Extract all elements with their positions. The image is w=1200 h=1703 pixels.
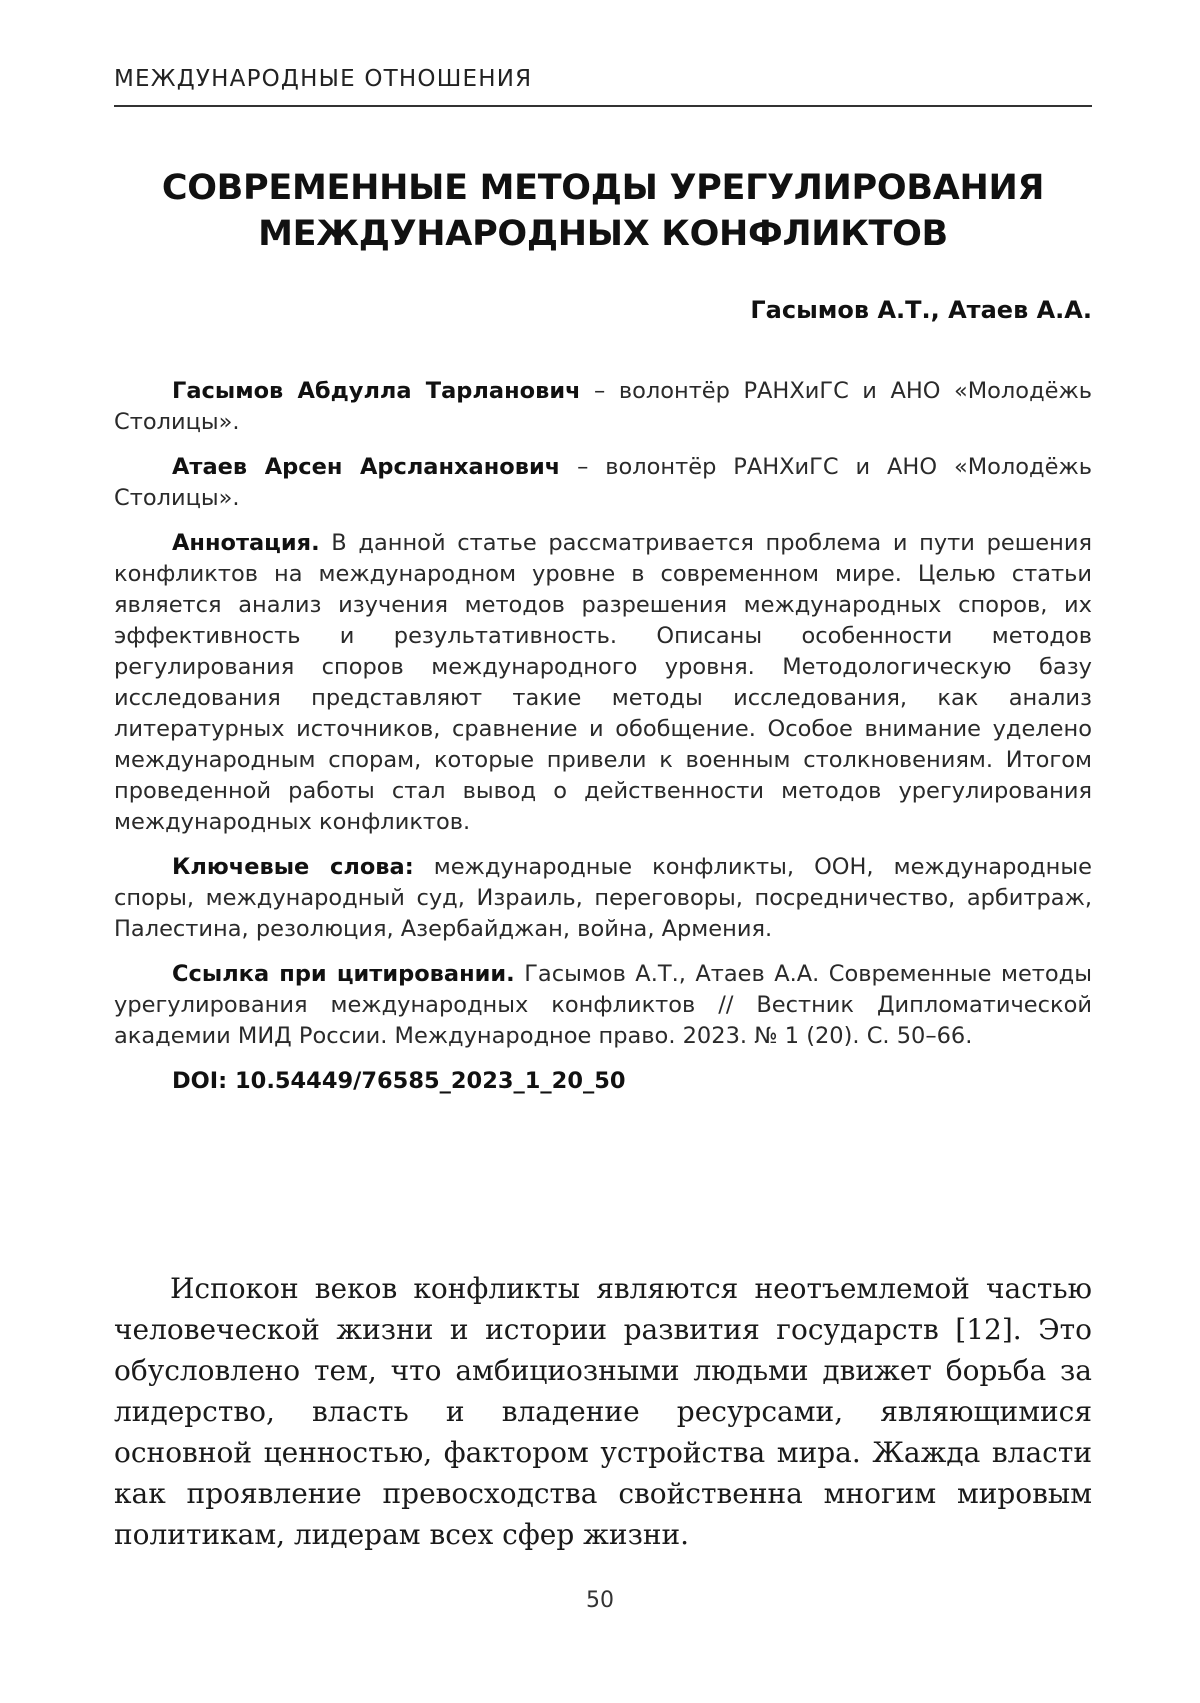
page-number: 50 bbox=[586, 1588, 614, 1613]
abstract-text: В данной статье рассматривается проблема и пути решения конфликтов на международном уровне в современном мире. Целью статьи является анализ изучения методов разрешения международных споров, их эффективность и результативность. Описаны особенности методов регулирования споров международного уровня. Методологическую базу исследования представляют такие методы исследования, как анализ литературных источников, сравнение и обобщение. Особое внимание уделено международным спорам, которые привели к военным столкновениям. Итогом проведенной работы стал вывод о действенности методов урегулирования международных конфликтов. bbox=[114, 530, 1092, 835]
header-divider bbox=[114, 105, 1092, 107]
author-2-info bbox=[114, 452, 1092, 514]
abstract bbox=[114, 528, 1092, 838]
author-1-info bbox=[114, 376, 1092, 438]
authors-line: Гасымов А.Т., Атаев А.А. bbox=[750, 296, 1092, 324]
article-title-line-1: СОВРЕМЕННЫЕ МЕТОДЫ УРЕГУЛИРОВАНИЯ bbox=[161, 168, 1045, 208]
author-1-affiliation: – волонтёр РАНХиГС и АНО «Молодёжь Столицы». bbox=[114, 378, 1092, 435]
abstract-label: Аннотация. bbox=[172, 530, 320, 556]
body-paragraph: Испокон веков конфликты являются неотъемлемой частью человеческой жизни и истории развития государств [12]. Это обусловлено тем, что амбициозными людьми движет борьба за лидерство, власть и владение ресурсами, являющимися основной ценностью, фактором устройства мира. Жажда власти как проявление превосходства свойственна многим мировым политикам, лидерам всех сфер жизни. bbox=[114, 1272, 1092, 1551]
keywords bbox=[114, 852, 1092, 945]
author-2-name: Атаев Арсен Арсланханович bbox=[172, 454, 561, 480]
author-1-name: Гасымов Абдулла Тарланович bbox=[172, 378, 581, 404]
citation bbox=[114, 959, 1092, 1052]
citation-text: Гасымов А.Т., Атаев А.А. Современные методы урегулирования международных конфликтов // Вестник Дипломатической академии МИД России. Международное право. 2023. № 1 (20). С. 50–66. bbox=[114, 961, 1092, 1049]
article-title bbox=[80, 165, 1126, 257]
doi: DOI: 10.54449/76585_2023_1_20_50 bbox=[172, 1068, 626, 1094]
article-metadata bbox=[114, 376, 1092, 1111]
keywords-text: международные конфликты, ООН, международные споры, международный суд, Израиль, переговоры, посредничество, арбитраж, Палестина, резолюция, Азербайджан, война, Армения. bbox=[114, 854, 1092, 942]
running-header: МЕЖДУНАРОДНЫЕ ОТНОШЕНИЯ bbox=[114, 66, 533, 92]
article-title-line-2: МЕЖДУНАРОДНЫХ КОНФЛИКТОВ bbox=[258, 214, 948, 254]
author-2-affiliation: – волонтёр РАНХиГС и АНО «Молодёжь Столицы». bbox=[114, 454, 1092, 511]
citation-label: Ссылка при цитировании. bbox=[172, 961, 515, 987]
article-body bbox=[114, 1268, 1092, 1555]
keywords-label: Ключевые слова: bbox=[172, 854, 414, 880]
